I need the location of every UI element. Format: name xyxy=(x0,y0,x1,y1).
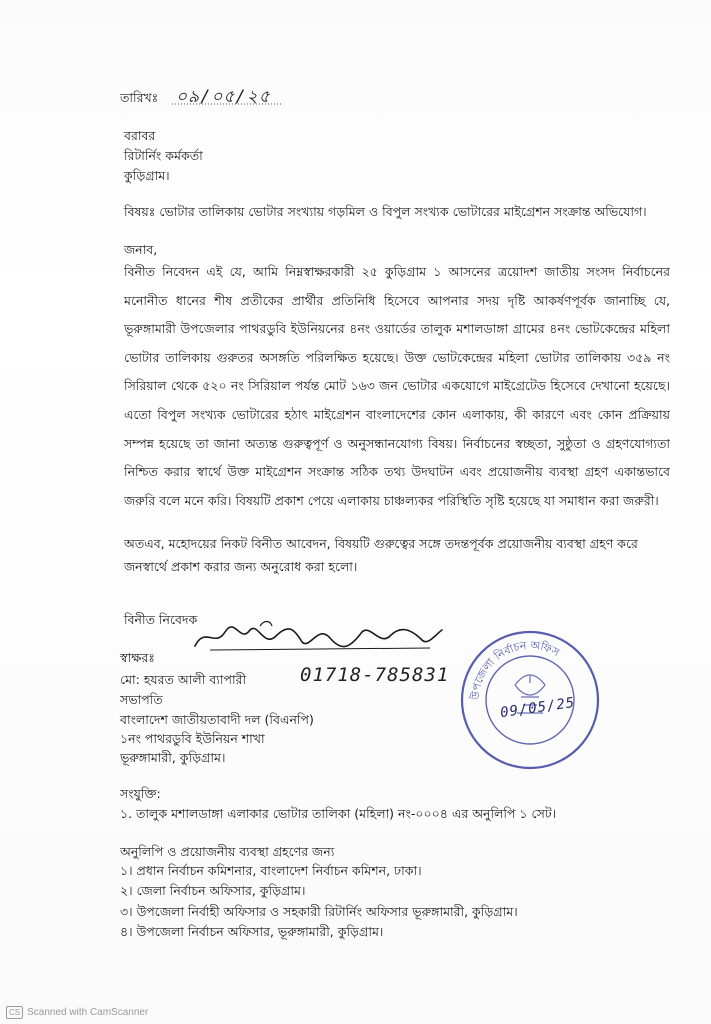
body-line: মনোনীত ধানের শীষ প্রতীকের প্রার্থীর প্রতিনিধি হিসেবে আপনার সদয় দৃষ্টি আকর্ষণপূর্বক জানাচ্ছি যে, xyxy=(124,292,670,308)
recipient-line1: বরাবর xyxy=(124,128,156,143)
recipient-line2: রিটার্নিং কর্মকর্তা xyxy=(124,148,203,163)
signature-label: স্বাক্ষরঃ xyxy=(120,650,155,665)
body-line: নিশ্চিত করার স্বার্থে উক্ত মাইগ্রেশন সংক্রান্ত সঠিক তথ্য উদঘাটন এবং প্রয়োজনীয় ব্যবস্থা গ্রহণ একান্তভাবে xyxy=(124,464,670,480)
body-line: বিনীত নিবেদন এই যে, আমি নিম্নস্বাক্ষরকারী ২৫ কুড়িগ্রাম ১ আসনের ত্রয়োদশ জাতীয় সংসদ নির্বাচনের xyxy=(124,264,670,279)
scanner-watermark xyxy=(6,1006,148,1019)
copy-item: ৪। উপজেলা নির্বাচন অফিসার, ভূরুঙ্গামারী, কুড়িগ্রাম। xyxy=(120,924,384,939)
svg-text:উপজেলা নির্বাচন অফিস xyxy=(469,639,562,702)
copies-label: অনুলিপি ও প্রয়োজনীয় ব্যবস্থা গ্রহণের জন্য xyxy=(120,844,335,859)
signer-title: সভাপতি xyxy=(120,692,163,707)
request-line: জনস্বার্থে প্রকাশ করার জন্য অনুরোধ করা হলো। xyxy=(124,559,358,574)
handwritten-signature xyxy=(190,618,445,656)
recipient-line3: কুড়িগ্রাম। xyxy=(124,168,170,183)
signer-phone: 01718-785831 xyxy=(300,664,450,686)
watermark-text: Scanned with CamScanner xyxy=(27,1007,149,1018)
stamp-text: উপজেলা নির্বাচন অফিস xyxy=(468,638,562,701)
request-line: অতএব, মহোদয়ের নিকট বিনীত আবেদন, বিষয়টি গুরুত্বের সঙ্গে তদন্তপূর্বক প্রয়োজনীয় ব্যবস্থা গ্রহণ করে xyxy=(124,536,638,551)
body-line: সিরিয়াল থেকে ৫২০ নং সিরিয়াল পর্যন্ত মোট ১৬৩ জন ভোটার একযোগে মাইগ্রেটেড হিসেবে দেখানো হয়েছে। xyxy=(124,378,670,394)
date-underline xyxy=(172,102,282,106)
copy-item: ২। জেলা নির্বাচন অফিসার, কুড়িগ্রাম। xyxy=(120,883,306,898)
body-line: ভোটার তালিকায় গুরুতর অসঙ্গতি পরিলক্ষিত হয়েছে। উক্ত ভোটকেন্দ্রের মহিলা ভোটার তালিকায় ৩৫৯ নং xyxy=(124,349,670,365)
date-value: ০৯/০৫/২৫ xyxy=(176,87,271,107)
request-paragraph xyxy=(124,532,670,578)
subject: বিষয়ঃ ভোটার তালিকায় ভোটার সংখ্যায় গড়মিল ও বিপুল সংখ্যক ভোটারের মাইগ্রেশন সংক্রান্ত অভিযোগ। xyxy=(124,204,647,219)
copy-item: ১। প্রধান নির্বাচন কমিশনার, বাংলাদেশ নির্বাচন কমিশন, ঢাকা। xyxy=(120,863,422,878)
stamp-date: 09/05/25 xyxy=(499,694,577,722)
enclosure-label: সংযুক্তি: xyxy=(120,786,161,801)
closing: বিনীত নিবেদক xyxy=(124,612,198,627)
signer-branch: ১নং পাথরডুবি ইউনিয়ন শাখা xyxy=(120,731,265,746)
signer-name: মো: হযরত আলী ব্যাপারী xyxy=(120,672,247,687)
date-label: তারিখঃ xyxy=(120,90,159,105)
salutation: জনাব, xyxy=(124,242,158,257)
signer-place: ভূরুঙ্গামারী, কুড়িগ্রাম। xyxy=(120,750,226,765)
copy-item: ৩। উপজেলা নির্বাহী অফিসার ও সহকারী রিটার্নিং অফিসার ভূরুঙ্গামারী, কুড়িগ্রাম। xyxy=(120,904,518,919)
body-line: এতো বিপুল সংখ্যক ভোটারের হঠাৎ মাইগ্রেশন বাংলাদেশের কোন এলাকায়, কী কারণে এবং কোন প্রক্রিয়ায় xyxy=(124,406,670,422)
enclosure-item: ১. তালুক মশালডাঙ্গা এলাকার ভোটার তালিকা (মহিলা) নং-০০০৪ এর অনুলিপি ১ সেট। xyxy=(120,806,557,821)
body-paragraph xyxy=(124,258,670,515)
body-line: জরুরি বলে মনে করি। বিষয়টি প্রকাশ পেয়ে এলাকায় চাঞ্চল্যকর পরিস্থিতি সৃষ্টি হয়েছে যা সমাধান করা জরুরী। xyxy=(124,492,659,508)
body-line: সম্পন্ন হয়েছে তা জানা অত্যন্ত গুরুত্বপূর্ণ ও অনুসন্ধানযোগ্য বিষয়। নির্বাচনের স্বচ্ছতা, সুষ্ঠুতা ও গ্রহণযোগ্যতা xyxy=(124,435,670,451)
signer-party: বাংলাদেশ জাতীয়তাবাদী দল (বিএনপি) xyxy=(120,712,314,727)
camscanner-logo-icon: CS xyxy=(6,1006,23,1019)
body-line: ভূরুঙ্গামারী উপজেলার পাথরডুবি ইউনিয়নের ৪নং ওয়ার্ডের তালুক মশালডাঙ্গা গ্রামের ৪নং ভোটকেন্দ্রের মহিলা xyxy=(124,321,670,337)
